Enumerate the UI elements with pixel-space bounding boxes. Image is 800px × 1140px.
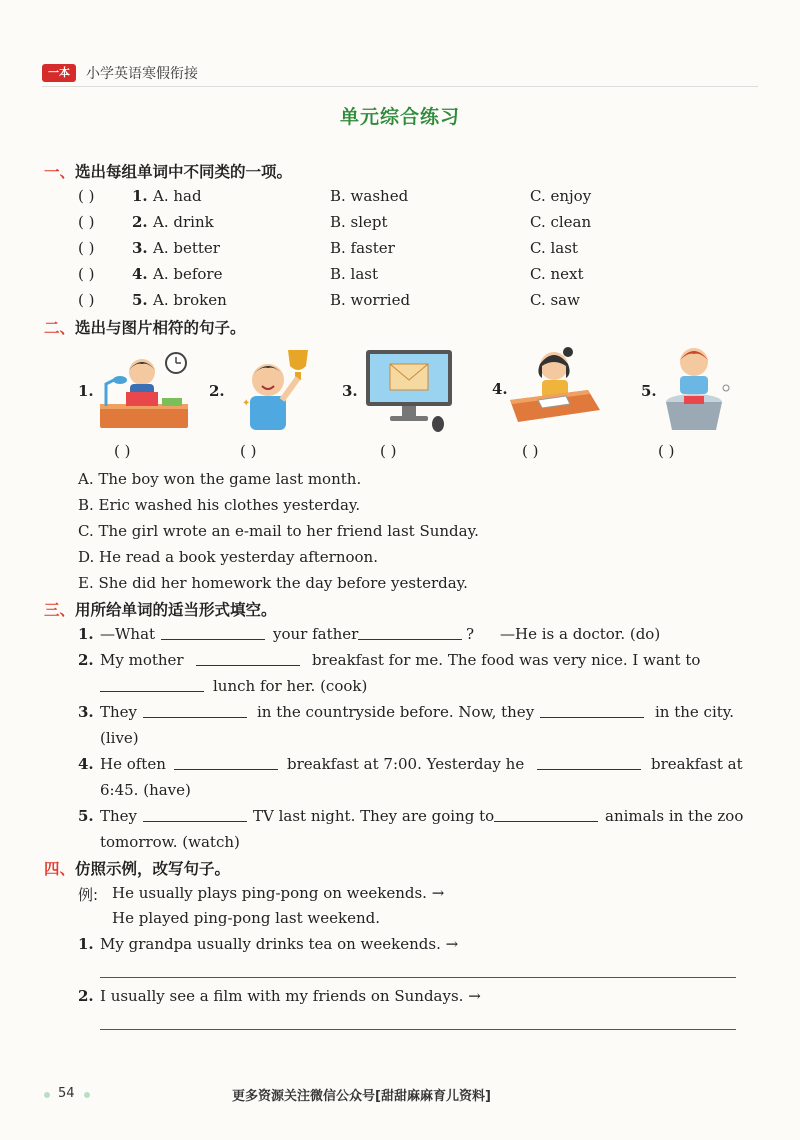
boy-washing-picture [656,342,736,436]
book-title: 小学英语寒假衔接 [86,66,198,82]
fill-blank[interactable] [143,809,247,822]
section-1-title: 选出每组单词中不同类的一项。 [75,163,293,181]
question-number: 2. [78,651,94,669]
publisher-badge: 一本 [42,64,76,82]
fill-blank[interactable] [358,627,462,640]
picture-answer-paren[interactable]: ( ) [114,442,131,460]
question-text: They [100,703,138,721]
option-c: C. last [530,239,578,257]
answer-paren[interactable]: ( ) [78,187,95,205]
answer-paren[interactable]: ( ) [78,265,95,283]
fill-blank[interactable] [161,627,265,640]
question-text: breakfast at 7:00. Yesterday he [287,755,525,773]
section-4-number: 四、 [44,860,76,878]
boy-reading-picture [96,348,192,436]
picture-answer-paren[interactable]: ( ) [658,442,675,460]
item-number: 5. [132,291,148,309]
girl-homework-picture [508,344,604,434]
question-text: I usually see a film with my friends on Sundays. → [100,987,481,1005]
option-a: A. better [153,239,220,257]
picture-number: 3. [342,382,358,400]
answer-paren[interactable]: ( ) [78,239,95,257]
option-c: C. enjoy [530,187,592,205]
option-b: B. last [330,265,379,283]
question-text: 6:45. (have) [100,781,191,799]
answer-paren[interactable]: ( ) [78,291,95,309]
sentence-option: E. She did her homework the day before yesterday. [78,574,468,592]
picture-number: 2. [209,382,225,400]
question-number: 1. [78,625,94,643]
option-c: C. clean [530,213,592,231]
picture-number: 1. [78,382,94,400]
item-number: 3. [132,239,148,257]
sentence-option: C. The girl wrote an e-mail to her friend last Sunday. [78,522,479,540]
picture-answer-paren[interactable]: ( ) [240,442,257,460]
option-b: B. worried [330,291,411,309]
section-2-heading [44,316,246,338]
question-text: He often [100,755,166,773]
option-b: B. slept [330,213,388,231]
option-a: A. had [153,187,202,205]
option-a: A. broken [153,291,227,309]
option-b: B. faster [330,239,395,257]
section-3-number: 三、 [44,601,76,619]
boy-trophy-picture [232,344,322,434]
fill-blank[interactable] [174,757,278,770]
fill-blank[interactable] [143,705,247,718]
question-text: animals in the zoo [605,807,744,825]
question-text: lunch for her. (cook) [213,677,368,695]
question-text: My grandpa usually drinks tea on weekends. → [100,935,459,953]
header-divider [42,86,758,87]
question-text: breakfast at [651,755,743,773]
question-text: in the city. [655,703,735,721]
fill-blank[interactable] [494,809,598,822]
fill-blank[interactable] [100,679,204,692]
option-b: B. washed [330,187,409,205]
question-number: 1. [78,935,94,953]
section-3-heading [44,598,277,620]
fill-blank[interactable] [537,757,641,770]
page-number: 54 [58,1086,75,1101]
question-text: tomorrow. (watch) [100,833,240,851]
section-2-title: 选出与图片相符的句子。 [75,319,246,337]
fill-blank[interactable] [196,653,300,666]
option-c: C. saw [530,291,580,309]
sentence-option: A. The boy won the game last month. [78,470,362,488]
section-1-heading [44,160,292,182]
footer-dot [84,1092,90,1098]
question-text: My mother [100,651,184,669]
answer-paren[interactable]: ( ) [78,213,95,231]
question-text: your father [273,625,359,643]
question-number: 2. [78,987,94,1005]
question-text: ? [466,625,475,643]
question-text: They [100,807,138,825]
example-answer: He played ping-pong last weekend. [112,909,381,927]
picture-number: 4. [492,380,508,398]
example-question: He usually plays ping-pong on weekends. → [112,884,445,902]
question-text: in the countryside before. Now, they [257,703,535,721]
option-c: C. next [530,265,584,283]
footer-dot [44,1092,50,1098]
option-a: A. before [153,265,223,283]
page-title: 单元综合练习 [339,106,460,128]
question-number: 5. [78,807,94,825]
fill-blank[interactable] [540,705,644,718]
section-3-title: 用所给单词的适当形式填空。 [75,601,277,619]
option-a: A. drink [153,213,214,231]
picture-answer-paren[interactable]: ( ) [380,442,397,460]
item-number: 1. [132,187,148,205]
example-label: 例: [78,886,99,904]
question-text: TV last night. They are going to [253,807,495,825]
sentence-option: B. Eric washed his clothes yesterday. [78,496,361,514]
footer-note: 更多资源关注微信公众号[甜甜麻麻育儿资料] [232,1089,491,1104]
item-number: 4. [132,265,148,283]
picture-answer-paren[interactable]: ( ) [522,442,539,460]
question-text: —What [100,625,156,643]
computer-email-picture [362,348,458,434]
answer-line[interactable] [100,977,736,978]
answer-line[interactable] [100,1029,736,1030]
section-1-number: 一、 [44,163,76,181]
question-text: (live) [100,729,139,747]
section-4-heading [44,857,230,879]
question-text: breakfast for me. The food was very nice. I want to [312,651,701,669]
question-number: 4. [78,755,94,773]
sentence-option: D. He read a book yesterday afternoon. [78,548,378,566]
picture-number: 5. [641,382,657,400]
section-4-title: 仿照示例，改写句子。 [75,860,231,878]
section-2-number: 二、 [44,319,76,337]
svg-text:✦: ✦ [242,398,251,409]
question-text: —He is a doctor. (do) [500,625,661,643]
item-number: 2. [132,213,148,231]
question-number: 3. [78,703,94,721]
